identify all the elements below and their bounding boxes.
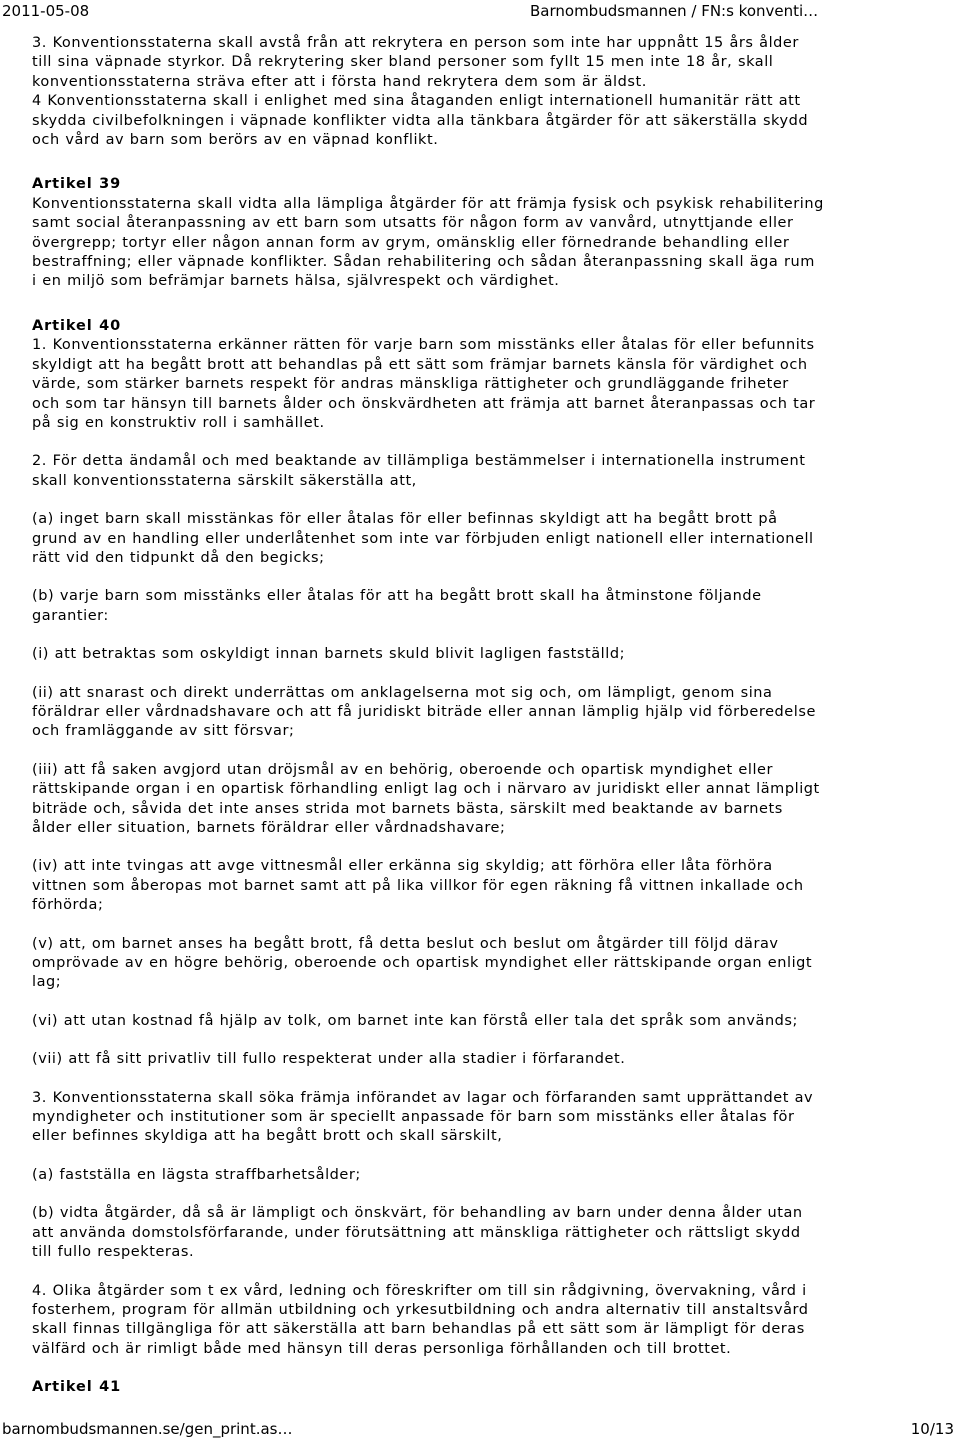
paragraph: (vii) att få sitt privatliv till fullo respekterat under alla stadier i förfarandet. xyxy=(32,1051,626,1068)
paragraph: (iii) att få saken avgjord utan dröjsmål av en behörig, oberoende och opartisk myndighet eller rättskipande organ i en opartisk förhandling enligt lag och i närvaro av juridiskt eller annat lämpligt biträde och, såvida det inte anses strida mot barnets bästa, särskilt med beaktande av barnets ålder eller situation, barnets föräldrar eller vårdnadshavare; xyxy=(32,761,820,836)
print-header-date: 2011-05-08 xyxy=(2,2,90,20)
article-heading: Artikel 39 xyxy=(32,176,122,193)
paragraph: (iv) att inte tvingas att avge vittnesmål eller erkänna sig skyldig; att förhöra eller låta förhöra vittnen som åberopas mot barnet samt att på lika villkor för egen räkning få vittnen inkallade och förhörda; xyxy=(32,858,804,914)
article-heading-cut-off: Artikel 41 xyxy=(32,1379,122,1396)
print-header-title: Barnombudsmannen / FN:s konventi… xyxy=(530,2,819,20)
print-footer-page-number: 10/13 xyxy=(910,1420,954,1438)
paragraph: (v) att, om barnet anses ha begått brott, få detta beslut och beslut om åtgärder till följd därav omprövade av en högre behörig, oberoende och opartisk myndighet eller rättskipande organ enligt lag; xyxy=(32,935,813,991)
article-heading: Artikel 40 xyxy=(32,317,122,334)
paragraph: (b) vidta åtgärder, då så är lämpligt och önskvärt, för behandling av barn under denna ålder utan att använda domstolsförfarande, under förutsättning att mänskliga rättigheter och rättsligt skydd till fullo respekteras. xyxy=(32,1205,803,1261)
paragraph: (a) inget barn skall misstänkas för eller åtalas för eller befinnas skyldigt att ha begått brott på grund av en handling eller underlåtenhet som inte var förbjuden enligt nationell eller internationell rätt vid den tidpunkt då den begicks; xyxy=(32,511,814,566)
print-footer-url: barnombudsmannen.se/gen_print.as… xyxy=(2,1420,293,1438)
document-body xyxy=(32,34,932,1412)
paragraph: (vi) att utan kostnad få hjälp av tolk, om barnet inte kan förstå eller tala det språk som används; xyxy=(32,1012,798,1029)
paragraph: Konventionsstaterna skall vidta alla lämpliga åtgärder för att främja fysisk och psykisk rehabilitering samt social återanpassning av ett barn som utsatts för någon form av vanvård, utnyttjande eller övergrepp; tortyr eller någon annan form av grym, omänsklig eller förnedrande behandling eller bestraffning; eller väpnade konflikter. Sådan rehabilitering och sådan återanpassning skall äga rum i en miljö som befrämjar barnets hälsa, självrespekt och värdighet. xyxy=(32,195,824,290)
paragraph: 3. Konventionsstaterna skall avstå från att rekrytera en person som inte har uppnått 15 års ålder till sina väpnade styrkor. Då rekrytering sker bland personer som fyllt 15 men inte 18 år, skall konventionsstaterna sträva efter att i första hand rekrytera dem som är äldst. xyxy=(32,35,799,90)
paragraph: (b) varje barn som misstänks eller åtalas för att ha begått brott skall ha åtminstone följande garantier: xyxy=(32,588,762,624)
paragraph: 4 Konventionsstaterna skall i enlighet med sina åtaganden enligt internationell humanitär rätt att skydda civilbefolkningen i väpnade konflikter vidta alla tänkbara åtgärder för att säkerställa skydd och vård av barn som berörs av en väpnad konflikt. xyxy=(32,93,809,149)
paragraph: 2. För detta ändamål och med beaktande av tillämpliga bestämmelser i internationella instrument skall konventionsstaterna särskilt säkerställa att, xyxy=(32,453,806,489)
paragraph: (a) fastställa en lägsta straffbarhetsålder; xyxy=(32,1166,361,1183)
paragraph: (ii) att snarast och direkt underrättas om anklagelserna mot sig och, om lämpligt, genom sina föräldrar eller vårdnadshavare och att få juridiskt biträde eller annan lämplig hjälp vid förberedelse och framläggande av sitt försvar; xyxy=(32,684,816,740)
paragraph: 3. Konventionsstaterna skall söka främja införandet av lagar och förfaranden samt upprättandet av myndigheter och institutioner som är speciellt anpassade för barn som misstänks eller åtalas för eller befinnes skyldiga att ha begått brott och skall särskilt, xyxy=(32,1089,814,1145)
paragraph: (i) att betraktas som oskyldigt innan barnets skuld blivit lagligen fastställd; xyxy=(32,646,626,663)
paragraph: 4. Olika åtgärder som t ex vård, ledning och föreskrifter om till sin rådgivning, övervakning, vård i fosterhem, program för allmän utbildning och yrkesutbildning och andra alternativ till anstaltsvård skall finnas tillgängliga för att säkerställa att barn behandlas på ett sätt som är lämpligt för deras välfärd och är rimligt både med hänsyn till deras personliga förhållanden och till brottet. xyxy=(32,1282,809,1357)
paragraph: 1. Konventionsstaterna erkänner rätten för varje barn som misstänks eller åtalas för eller befunnits skyldigt att ha begått brott att behandlas på ett sätt som främjar barnets känsla för värdighet och värde, som stärker barnets respekt för andras mänskliga rättigheter och grundläggande friheter och som tar hänsyn till barnets ålder och önskvärdheten att främja att barnet återanpassas och tar på sig en konstruktiv roll i samhället. xyxy=(32,337,816,431)
